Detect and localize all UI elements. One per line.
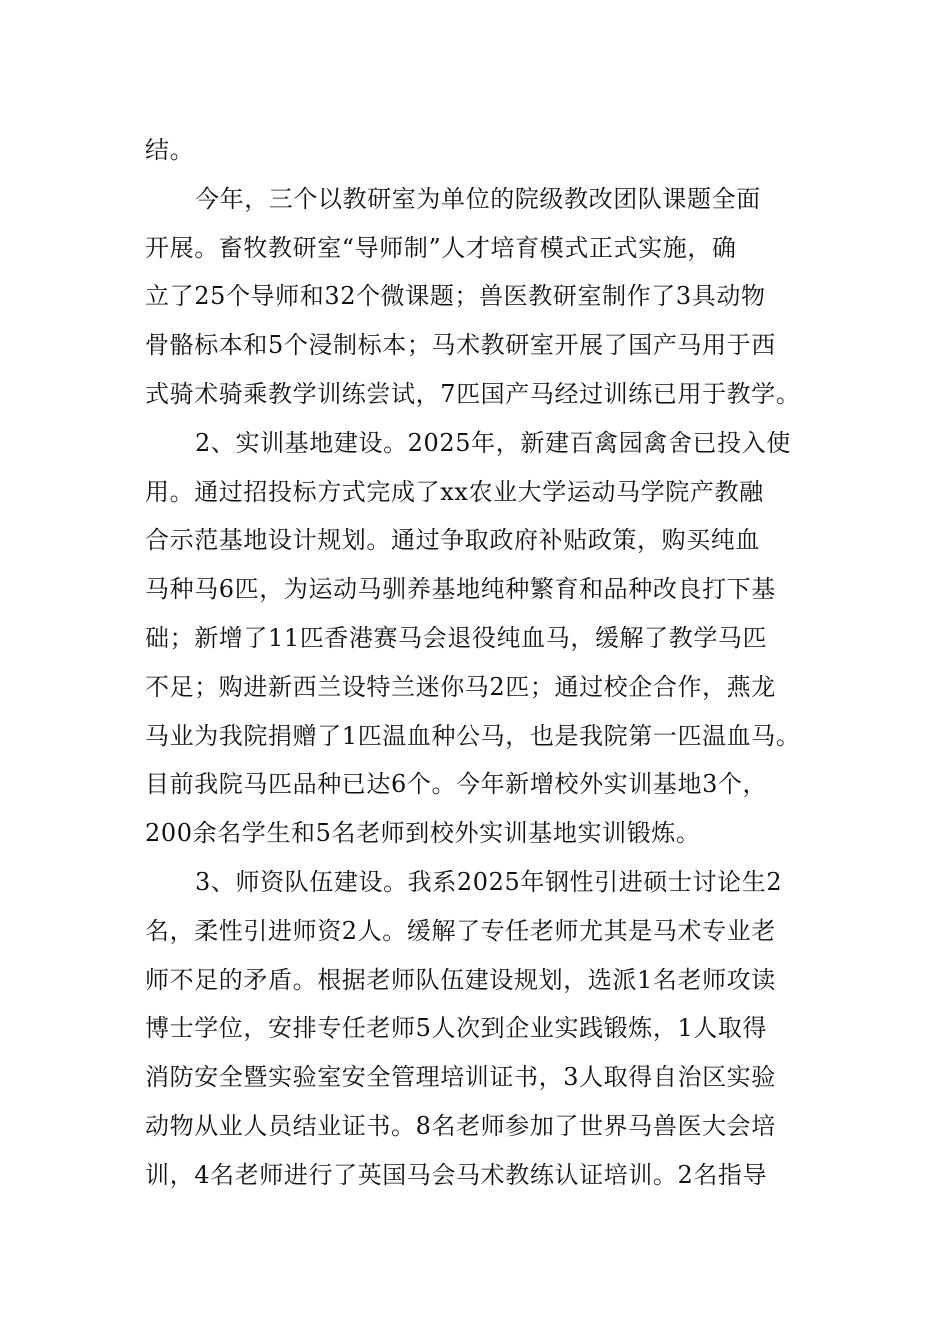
text-line: 博士学位，安排专任老师5人次到企业实践锻炼，1人取得 <box>145 1014 768 1043</box>
text-line: 马业为我院捐赠了1匹温血种公马，也是我院第一匹温血马。 <box>145 721 801 750</box>
text-line: 础；新增了11匹香港赛马会退役纯血马，缓解了教学马匹 <box>145 623 768 652</box>
text-line: 马种马6匹，为运动马驯养基地纯种繁育和品种改良打下基 <box>145 575 776 604</box>
text-line: 式骑术骑乘教学训练尝试，7匹国产马经过训练已用于教学。 <box>145 379 801 408</box>
text-line: 用。通过招投标方式完成了xx农业大学运动马学院产教融 <box>145 477 764 506</box>
text-line: 不足；购进新西兰设特兰迷你马2匹；通过校企合作，燕龙 <box>145 672 776 701</box>
text-line: 200余名学生和5名老师到校外实训基地实训锻炼。 <box>145 819 701 848</box>
text-line: 3、师资队伍建设。我系2025年钢性引进硕士讨论生2 <box>195 867 783 896</box>
document-body <box>145 126 835 1200</box>
text-line: 骨骼标本和5个浸制标本；马术教研室开展了国产马用于西 <box>145 331 776 360</box>
text-line: 立了25个导师和32个微课题；兽医教研室制作了3具动物 <box>145 282 766 311</box>
text-line: 2、实训基地建设。2025年，新建百禽园禽舍已投入使 <box>195 428 791 457</box>
text-line: 师不足的矛盾。根据老师队伍建设规划，选派1名老师攻读 <box>145 965 776 994</box>
text-line: 开展。畜牧教研室“导师制”人才培育模式正式实施，确 <box>145 233 737 262</box>
text-line: 目前我院马匹品种已达6个。今年新增校外实训基地3个， <box>145 770 768 799</box>
text-line: 消防安全暨实验室安全管理培训证书，3人取得自治区实验 <box>145 1063 776 1092</box>
text-line: 训，4名老师进行了英国马会马术教练认证培训。2名指导 <box>145 1160 768 1189</box>
text-line: 名，柔性引进师资2人。缓解了专任老师尤其是马术专业老 <box>145 916 776 945</box>
text-line: 结。 <box>145 136 195 164</box>
text-line: 合示范基地设计规划。通过争取政府补贴政策，购买纯血 <box>145 526 760 555</box>
text-line: 动物从业人员结业证书。8名老师参加了世界马兽医大会培 <box>145 1111 776 1140</box>
text-line: 今年，三个以教研室为单位的院级教改团队课题全面 <box>195 184 761 213</box>
